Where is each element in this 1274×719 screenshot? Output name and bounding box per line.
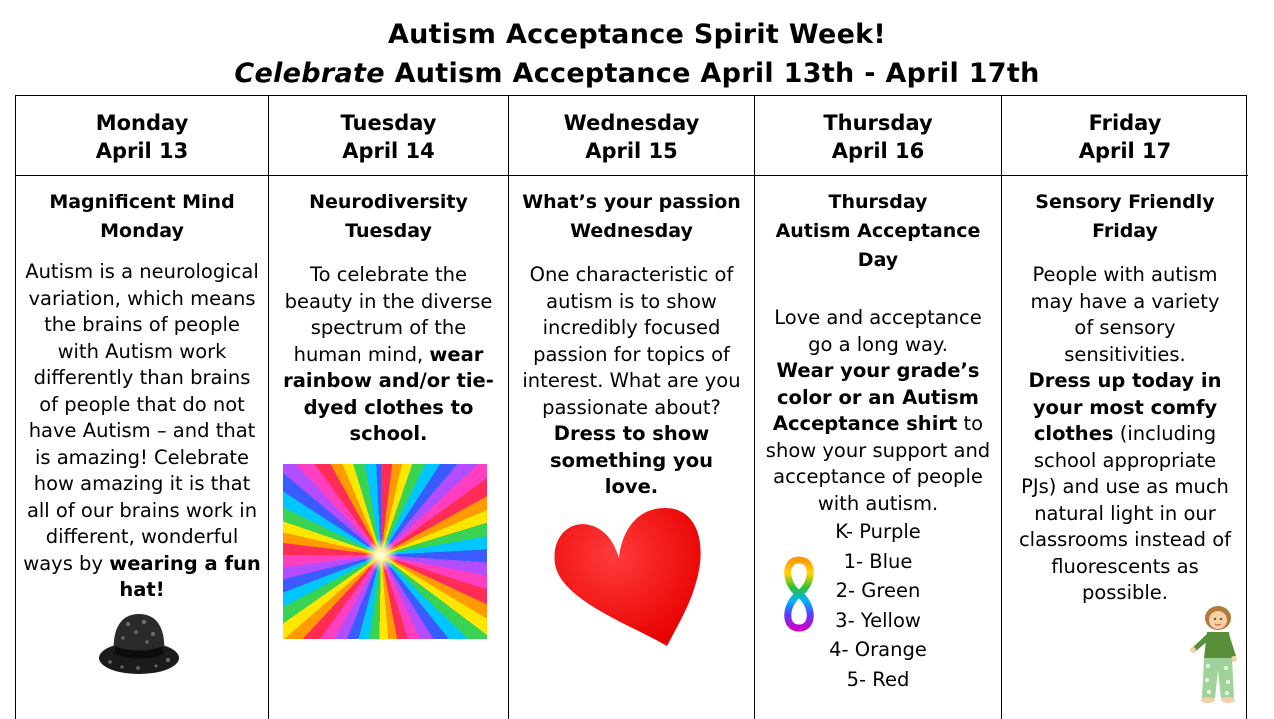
- description-text: Autism is a neurological variation, which means the brains of people with Autism work differently than brains of people that do not have Autism – and that is amazing! Celebrate how amazing it is that all of our brains work in different, wonderful ways by: [23, 260, 259, 575]
- description-text: to show your support and acceptance of people with autism.: [765, 412, 991, 515]
- day-description: [509, 262, 754, 501]
- column-tuesday: [269, 96, 509, 719]
- hat-image: [98, 610, 180, 676]
- day-header: [16, 96, 268, 176]
- theme-line: Monday: [100, 220, 184, 242]
- theme-title: [269, 188, 508, 246]
- grade-item: 3- Yellow: [835, 608, 921, 632]
- day-date: April 13: [95, 139, 189, 163]
- tie-dye-image: [283, 464, 487, 639]
- theme-line: Magnificent Mind: [49, 191, 235, 213]
- grade-item: K- Purple: [835, 520, 921, 543]
- day-description: [16, 259, 268, 604]
- day-date: April 16: [831, 139, 925, 163]
- description-text: (including school appropriate PJs) and use as much natural light in our classrooms instead of fluorescents as possible.: [1018, 422, 1232, 604]
- theme-title: [16, 188, 268, 246]
- theme-line: Wednesday: [570, 220, 693, 242]
- description-bold: Dress to show something you love.: [549, 422, 714, 498]
- theme-line: Neurodiversity: [309, 191, 468, 213]
- grade-item: 1- Blue: [843, 549, 913, 573]
- theme-title: [755, 188, 1001, 275]
- description-bold: Dress up today in your most comfy clothes: [1028, 369, 1222, 445]
- description-bold: wear rainbow and/or tie-dyed clothes to school.: [283, 342, 494, 445]
- day-header: [1002, 96, 1248, 176]
- description-text: To celebrate the beauty in the diverse spectrum of the human mind,: [284, 263, 493, 366]
- column-friday: [1002, 96, 1248, 719]
- theme-line: Sensory Friendly: [1035, 191, 1215, 213]
- subtitle-italic-word: Celebrate: [234, 58, 385, 89]
- day-name: Monday: [95, 111, 189, 135]
- theme-line: Autism Acceptance: [775, 220, 981, 242]
- theme-line: Friday: [1092, 220, 1158, 242]
- theme-title: [1002, 188, 1248, 246]
- day-body: [755, 176, 1001, 719]
- day-date: April 15: [585, 139, 678, 163]
- day-header: [269, 96, 508, 176]
- theme-line: Day: [857, 249, 899, 271]
- description-bold: wearing a fun hat!: [109, 551, 261, 601]
- day-name: Wednesday: [563, 111, 700, 135]
- column-monday: [16, 96, 269, 719]
- subtitle-rest: Autism Acceptance April 13th - April 17th: [384, 58, 1040, 89]
- description-intro: People with autism may have a variety of sensory sensitivities.: [1030, 263, 1220, 366]
- theme-title: [509, 188, 754, 246]
- grade-item: 2- Green: [835, 579, 921, 602]
- spirit-week-table: [15, 95, 1247, 719]
- day-name: Tuesday: [340, 111, 437, 135]
- day-date: April 17: [1078, 139, 1172, 163]
- description-text: One characteristic of autism is to show incredibly focused passion for topics of interest. What are you passionate about?: [522, 263, 741, 419]
- day-header: [755, 96, 1001, 176]
- rainbow-infinity-image: [777, 554, 821, 634]
- day-header: [509, 96, 754, 176]
- page-subtitle: [0, 55, 1274, 93]
- day-description: [1002, 262, 1248, 607]
- theme-line: Tuesday: [345, 220, 432, 242]
- day-description: [269, 262, 508, 448]
- day-date: April 14: [342, 139, 435, 163]
- day-name: Friday: [1088, 111, 1162, 135]
- grade-item: 4- Orange: [829, 638, 927, 661]
- theme-line: Thursday: [828, 191, 928, 213]
- grade-item: 5- Red: [846, 667, 910, 691]
- girl-pajamas-image: [1188, 604, 1244, 704]
- description-intro: Love and acceptance go a long way.: [774, 306, 982, 356]
- day-description: [755, 305, 1001, 517]
- heart-image: [549, 504, 711, 650]
- day-name: Thursday: [823, 111, 933, 135]
- column-thursday: [755, 96, 1002, 719]
- description-bold: Wear your grade’s color or an Autism Acceptance shirt: [772, 359, 980, 435]
- theme-line: What’s your passion: [522, 191, 741, 213]
- column-wednesday: [509, 96, 755, 719]
- page-title: Autism Acceptance Spirit Week!: [387, 19, 887, 50]
